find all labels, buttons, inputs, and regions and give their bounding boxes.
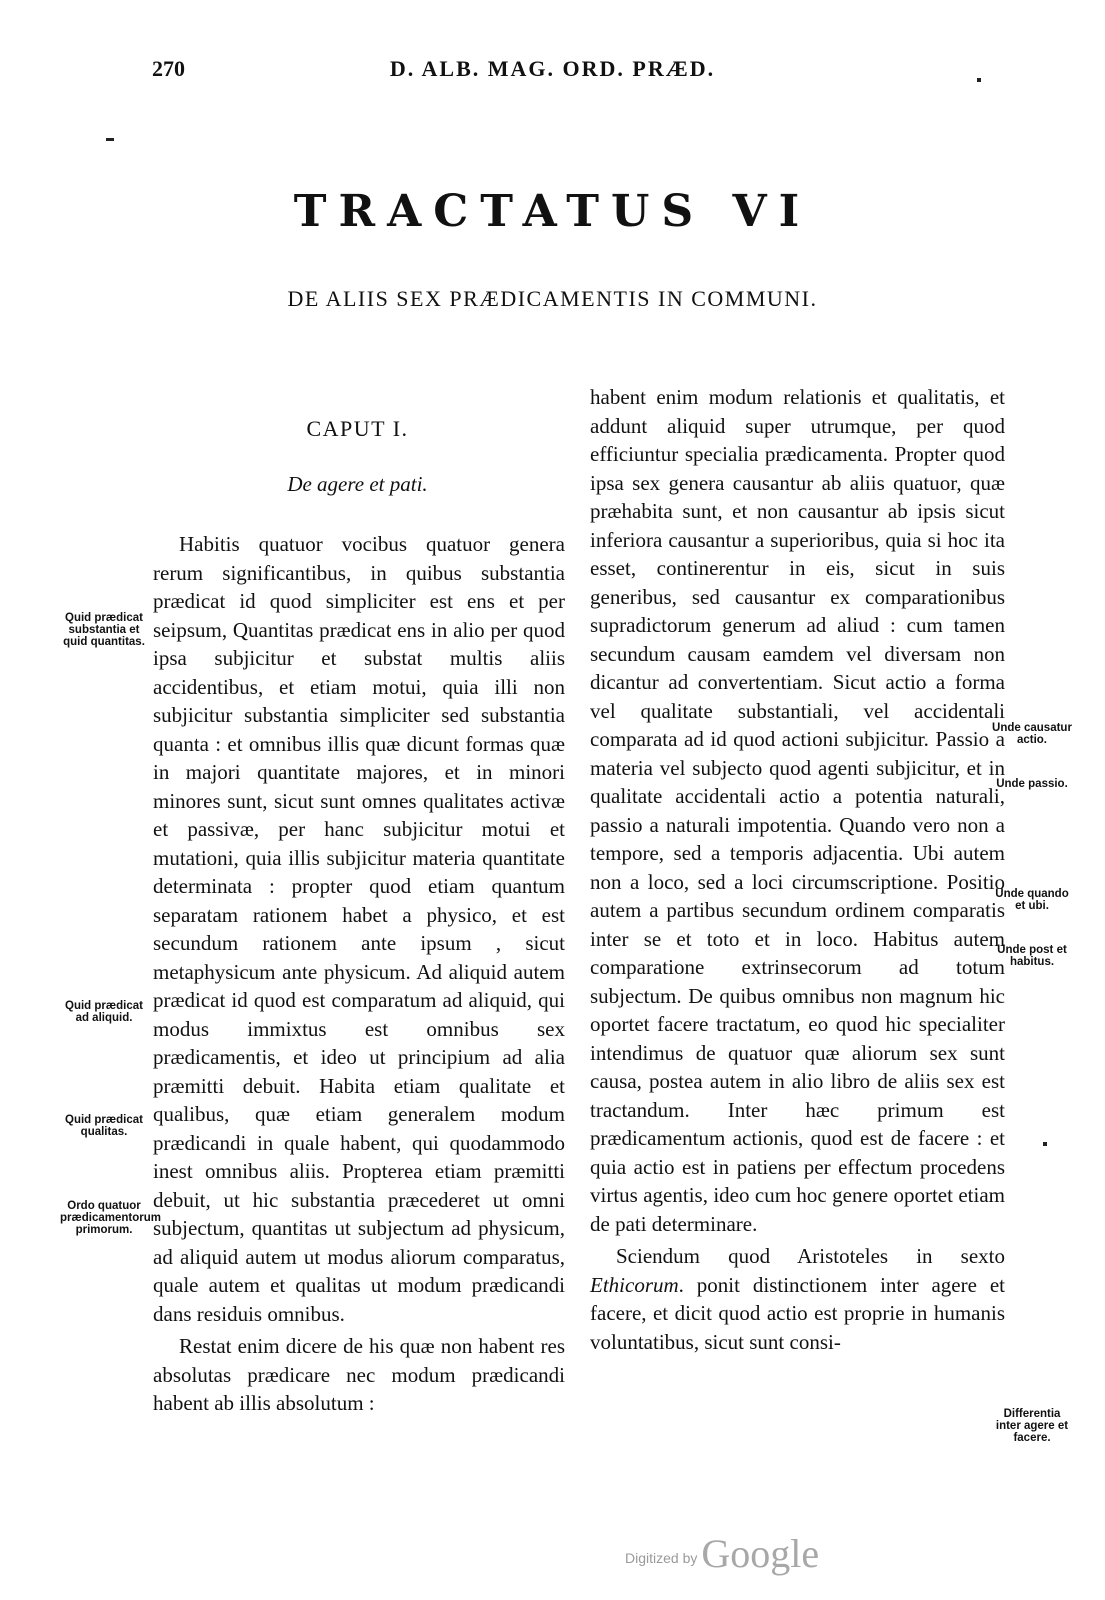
chapter-heading: CAPUT I. xyxy=(306,416,409,441)
page-number: 270 xyxy=(152,56,185,81)
running-head: D. ALB. MAG. ORD. PRÆD. xyxy=(389,56,716,81)
margin-note: Quid prædicat ad aliquid. xyxy=(65,1000,143,1024)
margin-note: Unde post et habitus. xyxy=(997,944,1067,968)
paragraph: Restat enim dicere de his quæ non habent res absolutas prædicare nec modum prædicandi habent ab illis absolutum : xyxy=(153,1334,565,1415)
scan-speck xyxy=(106,138,114,141)
treatise-title: TRACTATUS VI xyxy=(293,186,812,237)
margin-note: Ordo quatuor prædicamentorum primorum. xyxy=(60,1200,161,1236)
google-logo: Google xyxy=(701,1531,820,1576)
paragraph: habent enim modum relationis et qualitatis, et addunt aliquid super utrumque, per quod efficiuntur specialia prædicamenta. Propter quod ipsa sex genera causantur ab aliis quatuor, quæ præhabita sunt, et non causantur ab ipsis sicut inferiora causantur a superioribus, quia si hoc ita esset, continerentur in eis, sicut in suis generibus, sed causantur ex comparationibus supradictorum generum ad aliud : cum tamen secundum causam eamdem vel diversam non dicantur ad convertentiam. Sicut actio a forma vel qualitate substantiali, vel accidentali comparata ad id quod actioni subjicitur. Passio a materia vel subjecto quod agenti subjicitur, et in qualitate accidentali actio a potentia naturali, passio a naturali impotentia. Quando vero non a tempore, sed a temporis adjacentia. Ubi autem non a loco, sed a loci circumscriptione. Positio autem a partibus secundum ordinem comparatis inter se et toto et in loco. Habitus autem comparatione extrinsecorum ad totum subjectum. De quibus omnibus non magnum hic oportet facere tractatum, eo quod hic specialiter intendimus de quatuor quæ aliorum sex sunt causa, postea autem in alio libro de aliis sex est tractandum. Inter hæc primum est prædicamentum actionis, quod est de facere : et quia actio est in patiens per effectum procedens virtus agentis, ideo cum hoc genere oportet etiam de pati determinare. xyxy=(590,385,1005,1236)
margin-note: Quid prædicat qualitas. xyxy=(65,1114,143,1138)
treatise-subtitle: DE ALIIS SEX PRÆDICAMENTIS IN COMMUNI. xyxy=(287,286,818,311)
margin-note: Unde quando et ubi. xyxy=(995,888,1069,912)
scan-speck xyxy=(1043,1142,1047,1146)
margin-note: Unde causatur actio. xyxy=(992,722,1072,746)
paragraph-text: Sciendum quod Aristoteles in sexto xyxy=(616,1244,1005,1268)
margin-note: Quid prædicat substantia et quid quantitas. xyxy=(63,612,145,648)
paragraph xyxy=(590,1242,1005,1356)
paragraph-text: . ponit distinctionem inter agere et facere, et dicit quod actio est proprie in humanis voluntatibus, sicut sunt consi- xyxy=(590,1272,1005,1354)
work-title: Ethicorum xyxy=(590,1272,679,1297)
digitized-watermark xyxy=(625,1530,819,1577)
margin-note: Differentia inter agere et facere. xyxy=(995,1408,1069,1444)
digitized-by-label: Digitized by xyxy=(625,1550,698,1566)
right-column xyxy=(590,383,1005,1356)
paragraph: Habitis quatuor vocibus quatuor genera rerum significantibus, in quibus substantia prædicat id quod simpliciter est ens et per seipsum, Quantitas prædicat ens in alio per quod ipsa subjicitur et substat multis aliis accidentibus, et etiam motui, quia illi non subjicitur substantia simpliciter sed substantia quanta : et omnibus illis quæ dicunt formas quæ in majori quantitate majores, et in minori minores sunt, sicut sunt omnes qualitates activæ et passivæ, per hanc subjicitur motui et mutationi, quia illis subjicitur materia quantitate determinata : propter quod etiam quantum separatam rationem habet a physico, et est secundum rationem ante ipsum , sicut metaphysicum ante physicum. Ad aliquid autem prædicat id quod est comparatum ad aliquid, qui modus immixtus est omnibus sex prædicamentis, et ideo ut principium ad alia præmitti debuit. Habita etiam qualitate et qualibus, quæ etiam generalem modum prædicandi in quale habent, qui quodammodo inest omnibus aliis. Propterea etiam præmitti debuit, ut hic substantia præcederet ut omni subjectum, quantitas ut subjectum ad physicum, ad aliquid autem ut modus aliorum comparatus, quale autem et qualitas ut modum prædicandi dans residuis omnibus. xyxy=(153,532,565,1326)
margin-note: Unde passio. xyxy=(996,778,1068,790)
chapter-subheading: De agere et pati. xyxy=(287,472,428,496)
left-column xyxy=(153,530,565,1418)
scan-speck xyxy=(977,78,981,82)
